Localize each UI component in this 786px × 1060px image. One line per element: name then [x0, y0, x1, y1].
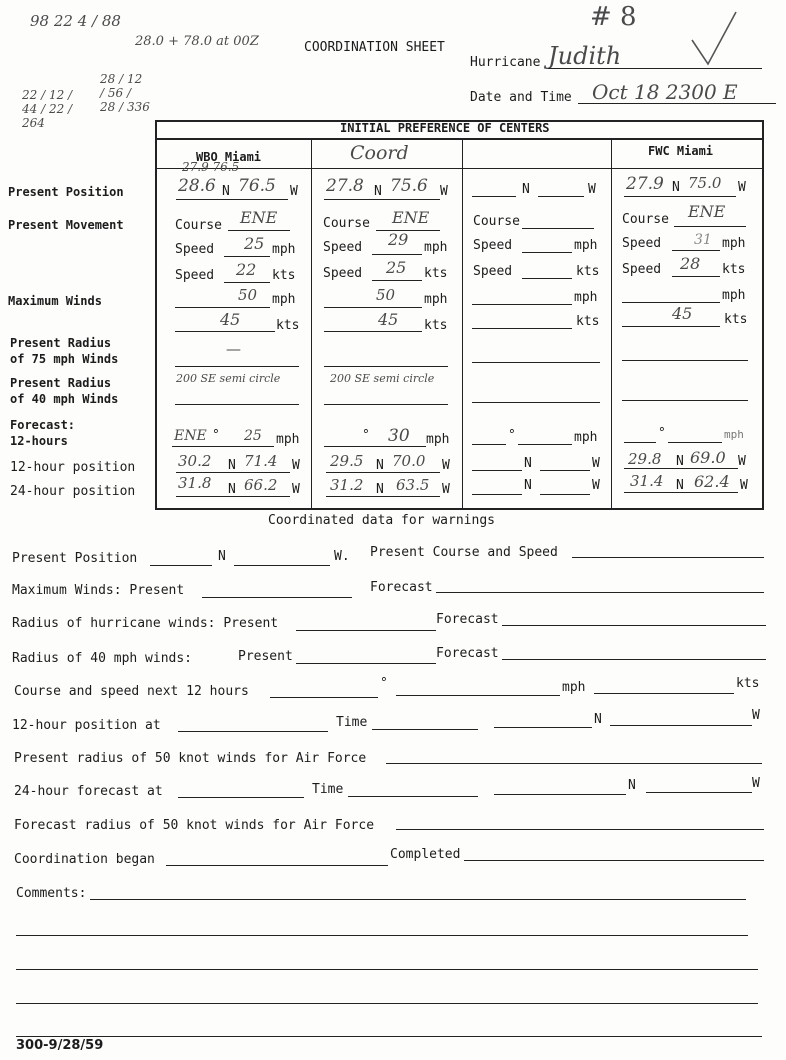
col-header-fwc: FWC Miami [648, 144, 714, 158]
cd-radius40-forecast-label: Forecast [436, 646, 499, 661]
wbo-p12-line [176, 472, 290, 473]
cd-course-speed-field[interactable] [572, 557, 764, 558]
cd-radius-hurricane-label: Radius of hurricane winds: Present [12, 616, 279, 631]
wbo-course-label: Course [175, 218, 222, 233]
cd-max-winds-field[interactable] [202, 597, 352, 598]
coord-max-kts-unit: kts [424, 318, 448, 333]
table-left-border [155, 121, 157, 509]
table-bottom-border [155, 508, 764, 510]
cd-course-speed-12-label: Course and speed next 12 hours [14, 684, 249, 699]
fwc-p12-n: N [676, 454, 684, 469]
wbo-p12-lat[interactable]: 30.2 [178, 452, 212, 470]
blank-max-kts-unit: kts [576, 314, 600, 329]
row-label-forecast-b: 12-hours [10, 434, 68, 448]
wbo-fc-line [172, 446, 274, 447]
coord-fc-mph: mph [426, 432, 450, 447]
table-header-border [155, 168, 764, 169]
checkmark-icon [690, 8, 740, 70]
wbo-fc-deg: ° [212, 428, 220, 443]
fwc-fc-mph: mph [724, 428, 744, 441]
table-banner: INITIAL PREFERENCE OF CENTERS [340, 121, 550, 135]
margin-calc-left: 22 / 12 / 44 / 22 / 264 [22, 88, 73, 130]
blank-mph-unit: mph [574, 238, 598, 253]
coord-p24-lon[interactable]: 63.5 [396, 476, 430, 494]
cd-radius40-present-label: Present [238, 649, 293, 664]
hurricane-label: Hurricane [470, 55, 541, 70]
table-col-divider-3 [611, 139, 612, 508]
coord-course[interactable]: ENE [392, 208, 430, 227]
blank-max-mph-line [472, 304, 572, 305]
cd-pos12-time-field[interactable] [372, 729, 478, 730]
coord-max-kts-line [324, 331, 422, 332]
table-banner-border [155, 138, 764, 140]
fwc-speed-label-2: Speed [622, 262, 662, 277]
fwc-max-kts-unit: kts [724, 312, 748, 327]
coord-speed-kts-line [372, 280, 422, 281]
cd-began-label: Coordination began [14, 852, 155, 867]
coord-max-mph-line [324, 307, 422, 308]
coord-p24-line [326, 496, 440, 497]
cd-fc24-lat-field[interactable] [494, 794, 626, 795]
wbo-fc-speed[interactable]: 25 [244, 428, 262, 444]
comments-line-4[interactable] [16, 1003, 758, 1004]
cd-comments-label: Comments: [16, 886, 87, 901]
coord-mph-unit: mph [424, 240, 448, 255]
blank-speed-mph-line [522, 252, 572, 253]
fwc-p24-lon[interactable]: 62.4 [694, 472, 730, 491]
coord-speed-kts[interactable]: 25 [386, 258, 407, 277]
fwc-speed-kts[interactable]: 28 [680, 254, 701, 273]
cd-pos12-lat-field[interactable] [494, 727, 592, 728]
coord-p12-lon[interactable]: 70.0 [392, 452, 426, 470]
comments-line-5[interactable] [16, 1036, 762, 1037]
row-label-movement: Present Movement [8, 218, 124, 232]
wbo-p24-lat[interactable]: 31.8 [178, 474, 212, 492]
fwc-fc-deg: ° [658, 426, 666, 441]
wbo-position-line [176, 199, 288, 200]
row-label-position: Present Position [8, 185, 124, 199]
blank-speed-kts-line [522, 278, 572, 279]
wbo-max-kts-unit: kts [276, 318, 300, 333]
cd-completed-field[interactable] [464, 860, 764, 861]
wbo-p12-w: W [292, 458, 300, 473]
coord-fc-speed[interactable]: 30 [388, 426, 410, 446]
blank-p12-n: N [524, 456, 532, 471]
coord-speed-mph-line [372, 254, 422, 255]
blank-fc-dir-line [472, 444, 506, 445]
margin-note-mid: 28.0 + 78.0 at 00Z [135, 34, 259, 49]
datetime-value[interactable]: Oct 18 2300 E [592, 80, 738, 104]
cd-fc24-time-field[interactable] [348, 796, 478, 797]
margin-note-top: 98 22 4 / 88 [30, 12, 121, 30]
cd-pos12-lon-field[interactable] [610, 725, 752, 726]
row-label-pos12: 12-hour position [10, 460, 136, 475]
cd-radius50-present-label: Present radius of 50 knot winds for Air Force [14, 751, 367, 766]
coord-fc-deg: ° [362, 428, 370, 443]
comments-line-3[interactable] [16, 969, 758, 970]
wbo-speed-mph[interactable]: 25 [244, 234, 265, 253]
wbo-max-kts[interactable]: 45 [220, 310, 241, 329]
margin-calc-right: 28 / 12 / 56 / 28 / 336 [100, 72, 150, 114]
row-label-radius75-b: of 75 mph Winds [10, 352, 119, 366]
fwc-speed-label: Speed [622, 236, 662, 251]
fwc-p24-w: W [740, 478, 748, 493]
warnings-heading: Coordinated data for warnings [268, 513, 495, 528]
cd-pos12-n: N [594, 712, 602, 727]
blank-p24-w: W [592, 478, 600, 493]
blank-radius75-line [472, 362, 600, 363]
blank-p12-w: W [592, 456, 600, 471]
cd-max-forecast-label: Forecast [370, 580, 433, 595]
wbo-speed-mph-line [224, 256, 270, 257]
table-col-divider-2 [462, 139, 463, 508]
coord-p24-n: N [376, 482, 384, 497]
fwc-p12-w: W [738, 454, 746, 469]
sheet-title: COORDINATION SHEET [304, 40, 445, 55]
comments-line-2[interactable] [16, 935, 748, 936]
coord-radius40[interactable]: 200 SE semi circle [330, 372, 435, 385]
wbo-max-kts-line [175, 331, 275, 332]
cd-pos12-w: W [752, 708, 760, 723]
cd-course-12-deg: ° [380, 676, 388, 691]
cd-radius-hurricane-forecast-label: Forecast [436, 612, 499, 627]
coord-kts-unit: kts [424, 266, 448, 281]
wbo-mph-unit: mph [272, 242, 296, 257]
wbo-radius40-line [175, 404, 299, 405]
row-label-radius40-b: of 40 mph Winds [10, 392, 119, 406]
wbo-p24-n: N [228, 482, 236, 497]
cd-radius50-forecast-field[interactable] [396, 829, 764, 830]
wbo-lon[interactable]: 76.5 [238, 176, 276, 196]
coord-max-kts[interactable]: 45 [378, 310, 399, 329]
cd-radius-hurricane-forecast-field[interactable] [502, 625, 766, 626]
cd-present-lon-field[interactable] [234, 565, 330, 566]
comments-line-1[interactable] [90, 899, 746, 900]
blank-kts-unit: kts [576, 264, 600, 279]
wbo-radius75-line [175, 366, 299, 367]
datetime-label: Date and Time [470, 90, 572, 105]
blank-lon-line [538, 196, 584, 197]
coord-p24-lat[interactable]: 31.2 [330, 476, 364, 494]
coord-course-label: Course [323, 216, 370, 231]
coord-radius75-line [324, 366, 448, 367]
coord-radius40-line [324, 404, 448, 405]
cd-radius40-label: Radius of 40 mph winds: [12, 651, 193, 666]
coord-w-unit: W [440, 184, 448, 199]
sheet-number: # 8 [590, 2, 637, 32]
wbo-course-line [228, 230, 290, 231]
fwc-position-line [624, 196, 736, 197]
blank-w-unit: W [588, 182, 596, 197]
table-col-divider-1 [311, 139, 312, 508]
wbo-position-note: 27.9 76.5 [182, 160, 240, 174]
cd-fc24-w: W [752, 776, 760, 791]
blank-speed-label: Speed [473, 238, 513, 253]
fwc-max-kts[interactable]: 45 [672, 304, 693, 323]
cd-radius40-forecast-field[interactable] [502, 659, 766, 660]
table-right-border [762, 121, 764, 509]
cd-fc24-lon-field[interactable] [646, 792, 752, 793]
coord-position-line [324, 199, 440, 200]
wbo-max-mph-line [175, 307, 270, 308]
cd-radius50-present-field[interactable] [386, 763, 762, 764]
blank-radius40-line [472, 402, 600, 403]
blank-max-kts-line [472, 328, 572, 329]
cd-pos12-at-field[interactable] [178, 731, 328, 732]
cd-speed-12-kts-field[interactable] [594, 693, 734, 694]
blank-course-line [522, 228, 594, 229]
fwc-lat[interactable]: 27.9 [626, 174, 664, 194]
col-header-coord: Coord [350, 142, 409, 164]
fwc-radius40-line [622, 400, 748, 401]
wbo-p24-w: W [292, 482, 300, 497]
fwc-speed-mph[interactable]: 31 [694, 232, 712, 248]
wbo-p24-line [176, 496, 290, 497]
fwc-mph-unit: mph [722, 236, 746, 251]
blank-fc-deg: ° [508, 428, 516, 443]
wbo-kts-unit: kts [272, 268, 296, 283]
wbo-speed-label: Speed [175, 242, 215, 257]
cd-fc24-label: 24-hour forecast at [14, 784, 163, 799]
fwc-p12-lon[interactable]: 69.0 [690, 448, 726, 467]
coord-max-mph[interactable]: 50 [376, 286, 396, 304]
coord-p12-w: W [442, 458, 450, 473]
blank-p24-lon-line [540, 494, 590, 495]
cd-present-position-label: Present Position [12, 551, 138, 566]
hurricane-value[interactable]: Judith [548, 42, 622, 70]
cd-fc24-n: N [628, 778, 636, 793]
cd-fc24-time-label: Time [312, 782, 344, 797]
fwc-radius75-line [622, 360, 748, 361]
fwc-w-unit: W [738, 180, 746, 195]
cd-present-w: W. [334, 549, 350, 564]
wbo-w-unit: W [290, 184, 298, 199]
wbo-max-mph[interactable]: 50 [238, 286, 258, 304]
blank-lat-line [472, 196, 516, 197]
cd-radius40-field[interactable] [296, 663, 436, 664]
cd-present-lat-field[interactable] [150, 565, 212, 566]
wbo-max-mph-unit: mph [272, 292, 296, 307]
cd-radius-hurricane-field[interactable] [296, 630, 436, 631]
coord-speed-label-2: Speed [323, 266, 363, 281]
blank-n-unit: N [522, 182, 530, 197]
fwc-p24-n: N [676, 478, 684, 493]
fwc-lon[interactable]: 75.0 [688, 174, 722, 192]
cd-fc24-at-field[interactable] [178, 797, 304, 798]
cd-pos12-label: 12-hour position at [12, 718, 161, 733]
fwc-max-mph-line [622, 302, 720, 303]
coord-p24-w: W [442, 482, 450, 497]
wbo-p12-n: N [228, 458, 236, 473]
wbo-radius40[interactable]: 200 SE semi circle [176, 372, 281, 385]
wbo-radius75[interactable]: — [226, 340, 241, 358]
cd-began-field[interactable] [166, 865, 388, 866]
wbo-course[interactable]: ENE [240, 208, 278, 227]
cd-present-n: N [218, 549, 226, 564]
row-label-max-winds: Maximum Winds [8, 294, 102, 308]
fwc-p12-lat[interactable]: 29.8 [628, 450, 662, 468]
datetime-line [578, 103, 776, 104]
coord-p12-lat[interactable]: 29.5 [330, 452, 364, 470]
cd-pos12-time-label: Time [336, 715, 368, 730]
coord-speed-label: Speed [323, 240, 363, 255]
fwc-n-unit: N [672, 180, 680, 195]
wbo-lat[interactable]: 28.6 [178, 176, 216, 196]
coord-lat[interactable]: 27.8 [326, 176, 364, 196]
coord-n-unit: N [374, 184, 382, 199]
fwc-p24-lat[interactable]: 31.4 [630, 472, 664, 490]
cd-course-12-field[interactable] [270, 697, 378, 698]
fwc-course[interactable]: ENE [688, 202, 726, 221]
col-header-wbo: WBO Miami [196, 150, 262, 164]
blank-max-mph-unit: mph [574, 290, 598, 305]
coord-speed-mph[interactable]: 29 [388, 230, 409, 249]
coord-p12-line [326, 472, 440, 473]
fwc-kts-unit: kts [722, 262, 746, 277]
wbo-p12-lon[interactable]: 71.4 [244, 452, 278, 470]
wbo-speed-label-2: Speed [175, 268, 215, 283]
fwc-max-mph-unit: mph [722, 288, 746, 303]
coord-max-mph-unit: mph [424, 292, 448, 307]
fwc-course-line [674, 226, 746, 227]
wbo-speed-kts-line [224, 282, 270, 283]
coord-lon[interactable]: 75.6 [390, 176, 428, 196]
coord-p12-n: N [376, 458, 384, 473]
cd-speed-12-mph-field[interactable] [396, 695, 560, 696]
cd-max-forecast-field[interactable] [436, 592, 764, 593]
wbo-n-unit: N [222, 184, 230, 199]
hurricane-line [548, 68, 762, 69]
row-label-radius40-a: Present Radius [10, 376, 112, 390]
blank-course-label: Course [473, 214, 520, 229]
row-label-forecast-a: Forecast: [10, 418, 76, 432]
blank-p12-lon-line [540, 470, 590, 471]
fwc-speed-mph-line [672, 250, 720, 251]
fwc-fc-speed-line [668, 442, 722, 443]
cd-radius50-forecast-label: Forecast radius of 50 knot winds for Air Force [14, 818, 375, 833]
blank-p24-lat-line [472, 494, 522, 495]
fwc-p24-line [624, 492, 738, 493]
blank-fc-mph: mph [574, 430, 598, 445]
wbo-fc-mph: mph [276, 432, 300, 447]
fwc-fc-dir-line [624, 442, 656, 443]
cd-course-speed-label: Present Course and Speed [370, 545, 558, 560]
blank-p12-lat-line [472, 470, 522, 471]
wbo-fc-dir[interactable]: ENE [174, 428, 207, 444]
coord-fc-line [324, 446, 426, 447]
blank-speed-label-2: Speed [473, 264, 513, 279]
cd-completed-label: Completed [390, 847, 461, 862]
cd-max-winds-label: Maximum Winds: Present [12, 583, 185, 598]
form-number: 300-9/28/59 [16, 1038, 104, 1053]
wbo-speed-kts[interactable]: 22 [236, 260, 257, 279]
cd-speed-12-kts: kts [736, 676, 760, 691]
row-label-radius75-a: Present Radius [10, 336, 112, 350]
wbo-p24-lon[interactable]: 66.2 [244, 476, 278, 494]
fwc-p12-line [624, 468, 738, 469]
fwc-course-label: Course [622, 212, 669, 227]
fwc-speed-kts-line [672, 276, 720, 277]
row-label-pos24: 24-hour position [10, 484, 136, 499]
fwc-max-kts-line [622, 326, 720, 327]
cd-speed-12-mph: mph [562, 680, 586, 695]
blank-fc-speed-line [518, 444, 572, 445]
blank-p24-n: N [524, 478, 532, 493]
